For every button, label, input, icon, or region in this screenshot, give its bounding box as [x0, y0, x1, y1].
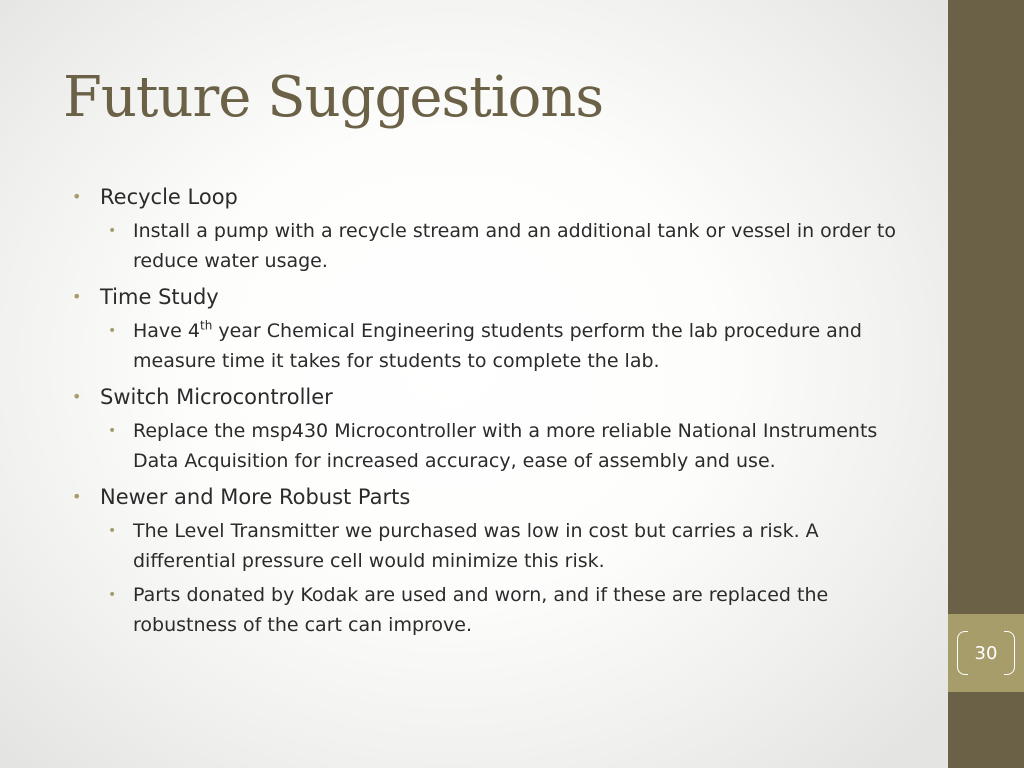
text-after-superscript: year Chemical Engineering students perform the lab procedure and measure time it takes for students to complete the lab. — [133, 320, 862, 372]
sub-bullet — [108, 217, 923, 276]
sub-bullet — [108, 581, 923, 640]
bullet-label: Switch Microcontroller — [100, 385, 333, 409]
sub-bullet-text: Parts donated by Kodak are used and worn, and if these are replaced the robustness of the cart can improve. — [133, 584, 829, 636]
bullet-label: Time Study — [100, 285, 219, 309]
sidebar-band — [948, 0, 1024, 768]
bullet-list — [70, 182, 930, 640]
bullet-dot-icon: • — [108, 423, 117, 439]
bullet-recycle-loop — [70, 182, 930, 212]
bullet-dot-icon: • — [72, 287, 82, 306]
bullet-switch-microcontroller — [70, 382, 930, 412]
bullet-time-study — [70, 282, 930, 312]
bullet-dot-icon: • — [108, 523, 117, 539]
sub-bullet-text: The Level Transmitter we purchased was low in cost but carries a risk. A differential pressure cell would minimize this risk. — [133, 520, 819, 572]
bullet-dot-icon: • — [72, 487, 82, 506]
superscript: th — [200, 318, 213, 333]
bullet-dot-icon: • — [72, 187, 82, 206]
bullet-dot-icon: • — [108, 323, 117, 339]
page-number: 30 — [957, 631, 1015, 675]
bullet-label: Newer and More Robust Parts — [100, 485, 411, 509]
sub-bullet-text: Replace the msp430 Microcontroller with a more reliable National Instruments Data Acquisition for increased accuracy, ease of assembly and use. — [133, 420, 878, 472]
bullet-dot-icon: • — [108, 587, 117, 603]
sub-bullet — [108, 317, 923, 376]
bullet-dot-icon: • — [108, 223, 117, 239]
slide-title: Future Suggestions — [63, 65, 604, 130]
bullet-dot-icon: • — [72, 387, 82, 406]
sub-bullet-text — [133, 320, 862, 372]
sub-bullet-text: Install a pump with a recycle stream and an additional tank or vessel in order to reduce water usage. — [133, 220, 896, 272]
bullet-label: Recycle Loop — [100, 185, 238, 209]
bullet-newer-parts — [70, 482, 930, 512]
sub-bullet — [108, 417, 923, 476]
text-before-superscript: Have 4 — [133, 320, 200, 342]
page-number-box — [948, 614, 1024, 692]
sub-bullet — [108, 517, 923, 576]
